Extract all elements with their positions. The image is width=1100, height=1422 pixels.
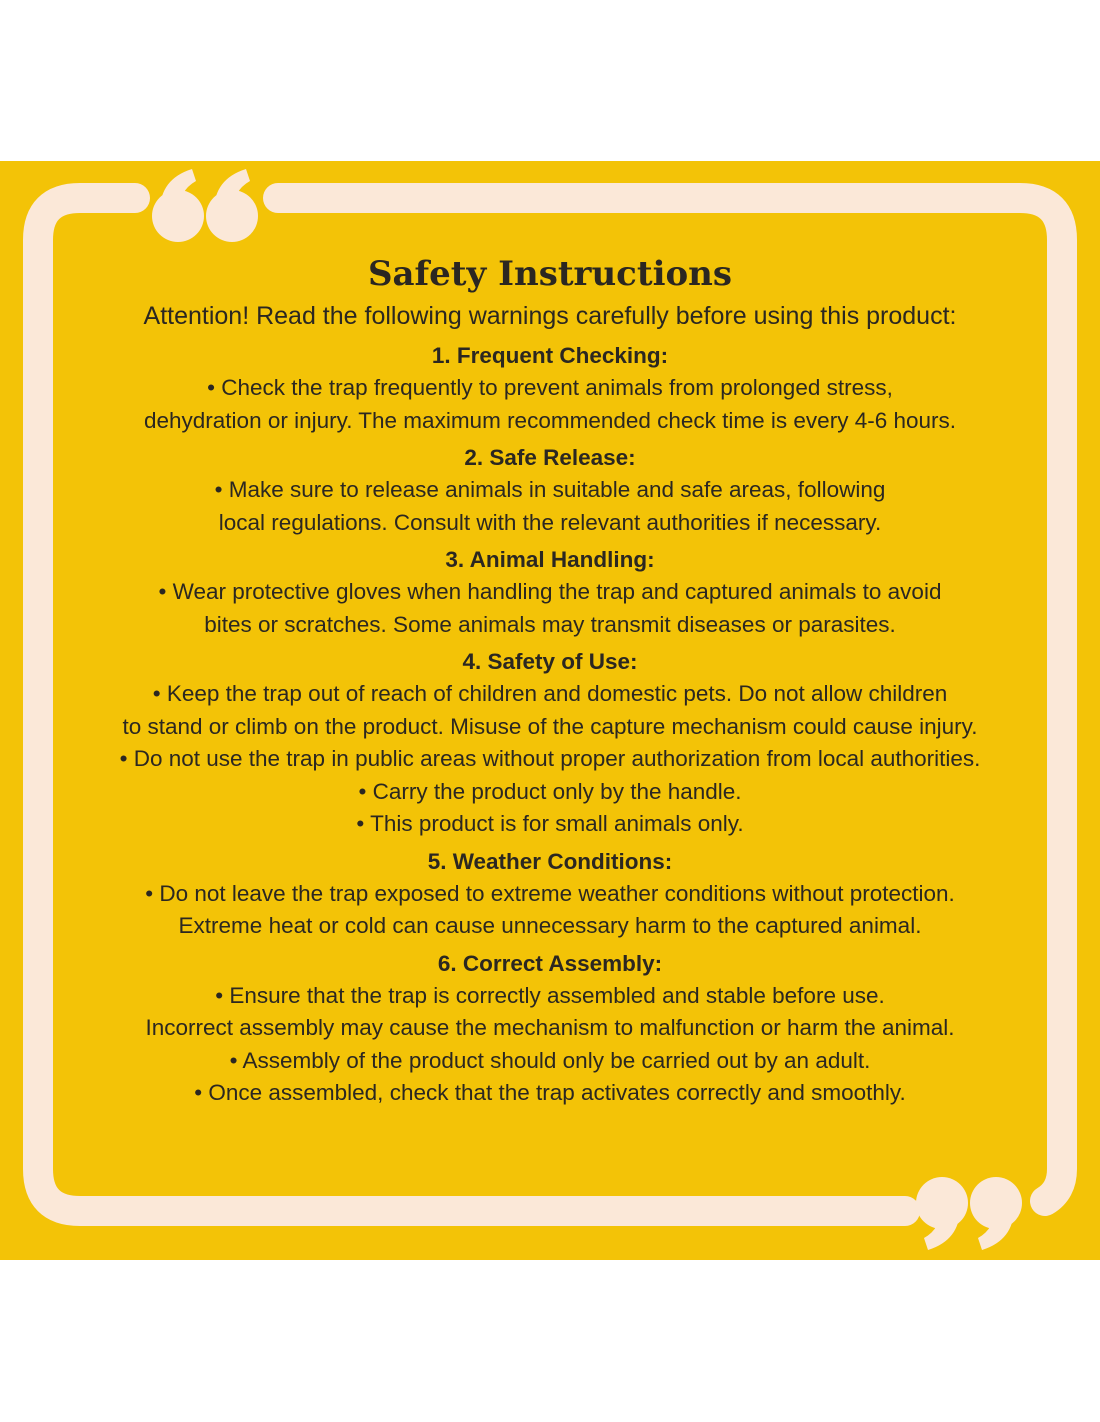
instruction-section (60, 845, 1040, 943)
safety-panel (0, 161, 1100, 1260)
instruction-line: • Do not leave the trap exposed to extreme weather conditions without protection. (145, 880, 955, 906)
close-quote-icon (916, 1177, 1022, 1250)
instruction-section (60, 947, 1040, 1110)
instruction-line: local regulations. Consult with the relevant authorities if necessary. (218, 509, 882, 535)
instruction-line: • Ensure that the trap is correctly assembled and stable before use. (215, 982, 885, 1008)
instruction-section (60, 645, 1040, 841)
sections-list (60, 339, 1040, 1110)
instruction-line: to stand or climb on the product. Misuse of the capture mechanism could cause injury. (122, 713, 978, 739)
instruction-section (60, 339, 1040, 437)
instruction-line: • Carry the product only by the handle. (358, 778, 742, 804)
instruction-line: • Make sure to release animals in suitable and safe areas, following (214, 477, 886, 502)
section-heading: 2. Safe Release: (464, 445, 636, 470)
instruction-line: dehydration or injury. The maximum recommended check time is every 4-6 hours. (144, 407, 956, 433)
section-heading: 1. Frequent Checking: (431, 343, 669, 368)
instruction-line: • Wear protective gloves when handling the trap and captured animals to avoid (158, 579, 942, 604)
page-title: Safety Instructions (367, 254, 733, 294)
instruction-line: • Once assembled, check that the trap activates correctly and smoothly. (194, 1080, 906, 1105)
instruction-line: bites or scratches. Some animals may transmit diseases or parasites. (204, 611, 896, 637)
instruction-line: Incorrect assembly may cause the mechanism to malfunction or harm the animal. (145, 1015, 955, 1040)
instruction-line: • Keep the trap out of reach of children and domestic pets. Do not allow children (152, 681, 948, 706)
section-heading: 6. Correct Assembly: (437, 950, 663, 976)
section-heading: 5. Weather Conditions: (427, 848, 673, 874)
instruction-line: • Check the trap frequently to prevent animals from prolonged stress, (207, 375, 893, 400)
subtitle: Attention! Read the following warnings carefully before using this product: (143, 302, 957, 330)
instruction-line: • This product is for small animals only. (356, 811, 744, 836)
instruction-section (60, 441, 1040, 539)
instruction-section (60, 543, 1040, 641)
instruction-line: • Assembly of the product should only be carried out by an adult. (229, 1047, 871, 1073)
instructions-content (60, 249, 1040, 1110)
section-heading: 4. Safety of Use: (462, 649, 638, 674)
instruction-line: Extreme heat or cold can cause unnecessary harm to the captured animal. (178, 913, 922, 938)
section-heading: 3. Animal Handling: (445, 547, 655, 572)
open-quote-icon (152, 169, 258, 242)
instruction-line: • Do not use the trap in public areas without proper authorization from local authorities. (119, 746, 981, 771)
